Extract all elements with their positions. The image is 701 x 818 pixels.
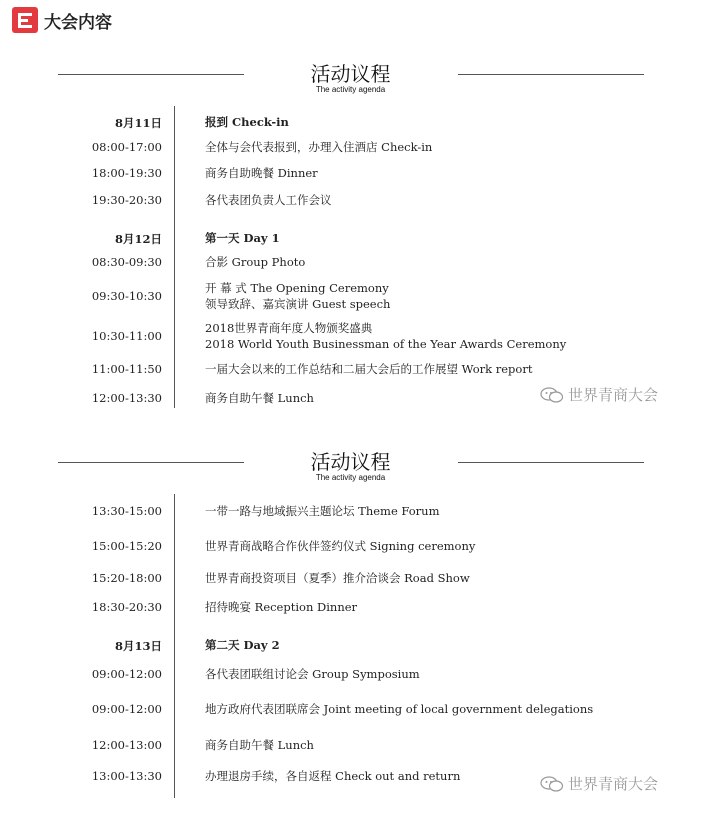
agenda-time: 18:00-19:30 (91, 166, 162, 180)
agenda-activity: 商务自助午餐 Lunch (205, 738, 314, 752)
agenda-activity: 一届大会以来的工作总结和二届大会后的工作展望 Work report (205, 362, 533, 376)
section-heading (0, 446, 701, 496)
section-title: 活动议程 (310, 450, 391, 474)
agenda-activity: 一带一路与地域振兴主题论坛 Theme Forum (205, 504, 440, 518)
agenda-activity: 商务自助午餐 Lunch (205, 391, 314, 405)
header-title: 大会内容 (44, 12, 112, 33)
agenda-time: 11:00-11:50 (91, 362, 162, 376)
agenda-activity: 招待晚宴 Reception Dinner (205, 600, 358, 614)
agenda-time: 15:20-18:00 (91, 571, 162, 585)
agenda-time: 12:00-13:00 (91, 738, 162, 752)
agenda-activity: 报到 Check-in (205, 115, 289, 129)
agenda-activity: 合影 Group Photo (205, 255, 306, 269)
agenda-time: 10:30-11:00 (91, 329, 162, 343)
agenda-activity: 办理退房手续，各自返程 Check out and return (205, 769, 461, 783)
agenda-activity: 地方政府代表团联席会 Joint meeting of local government delegations (205, 702, 594, 716)
timeline-line-2 (174, 494, 175, 798)
agenda-activity: 领导致辞、嘉宾演讲 Guest speech (205, 297, 391, 311)
agenda-activity: 第二天 Day 2 (205, 638, 280, 652)
agenda-activity: 世界青商投资项目（夏季）推介洽谈会 Road Show (205, 571, 470, 585)
agenda-time: 13:30-15:00 (91, 504, 162, 518)
watermark (540, 384, 658, 405)
agenda-time: 15:00-15:20 (91, 539, 162, 553)
agenda-date: 8月11日 (114, 116, 162, 130)
agenda-time: 18:30-20:30 (91, 600, 162, 614)
agenda-time: 08:00-17:00 (91, 140, 162, 154)
agenda-time: 09:00-12:00 (91, 667, 162, 681)
agenda-time: 13:00-13:30 (91, 769, 162, 783)
agenda-activity: 2018世界青商年度人物颁奖盛典 (205, 321, 373, 335)
agenda-time: 19:30-20:30 (91, 193, 162, 207)
watermark-text: 世界青商大会 (568, 386, 659, 404)
agenda-activity: 全体与会代表报到，办理入住酒店 Check-in (205, 140, 433, 154)
agenda-time: 09:30-10:30 (91, 289, 162, 303)
logo-icon (12, 7, 38, 33)
agenda-time: 12:00-13:30 (91, 391, 162, 405)
agenda-activity: 开 幕 式 The Opening Ceremony (205, 281, 389, 295)
agenda-activity: 2018 World Youth Businessman of the Year Awards Ceremony (205, 337, 567, 351)
watermark-text: 世界青商大会 (568, 775, 659, 793)
agenda-time: 08:30-09:30 (91, 255, 162, 269)
watermark (540, 773, 658, 794)
agenda-time: 09:00-12:00 (91, 702, 162, 716)
wechat-icon (540, 776, 564, 792)
agenda-date: 8月13日 (114, 639, 162, 653)
timeline-line-1 (174, 106, 175, 408)
agenda-activity: 世界青商战略合作伙伴签约仪式 Signing ceremony (205, 539, 476, 553)
section-subtitle: The activity agenda (315, 473, 386, 482)
section-title: 活动议程 (310, 62, 391, 86)
divider-right (458, 74, 644, 75)
agenda-activity: 各代表团负责人工作会议 (205, 193, 332, 207)
agenda-activity: 商务自助晚餐 Dinner (205, 166, 318, 180)
agenda-date: 8月12日 (114, 232, 162, 246)
divider-right (458, 462, 644, 463)
agenda-activity: 各代表团联组讨论会 Group Symposium (205, 667, 420, 681)
section-heading (0, 58, 701, 108)
page-header (12, 6, 112, 34)
agenda-activity: 第一天 Day 1 (205, 231, 280, 245)
wechat-icon (540, 387, 564, 403)
section-subtitle: The activity agenda (315, 85, 386, 94)
